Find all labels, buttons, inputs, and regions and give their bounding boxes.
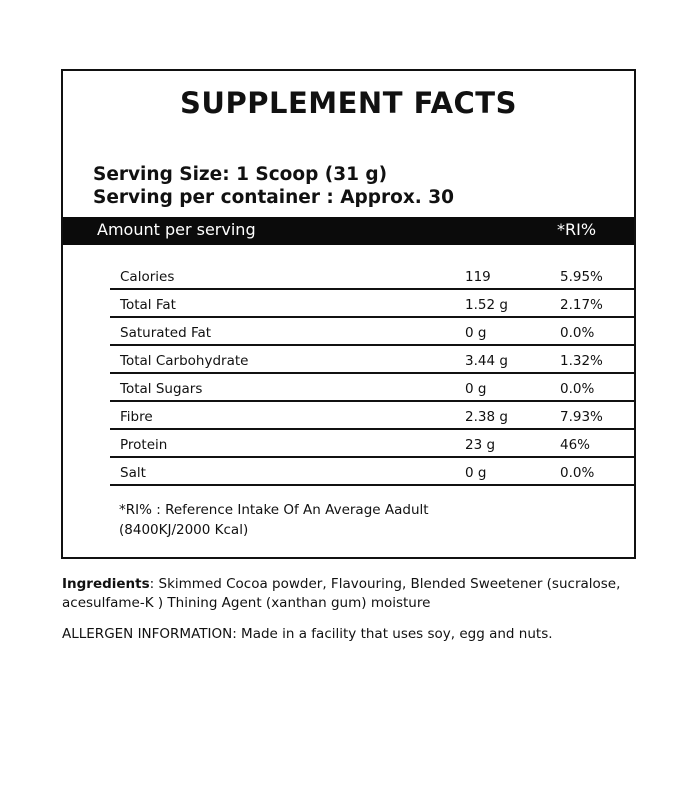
nutrient-row bbox=[110, 458, 636, 486]
serving-info bbox=[93, 163, 454, 209]
nutrient-name: Total Fat bbox=[120, 297, 176, 313]
nutrient-ri: 5.95% bbox=[560, 269, 603, 285]
nutrient-name: Total Carbohydrate bbox=[120, 353, 249, 369]
nutrient-row bbox=[110, 402, 636, 430]
nutrient-row bbox=[110, 290, 636, 318]
nutrient-ri: 7.93% bbox=[560, 409, 603, 425]
nutrient-name: Salt bbox=[120, 465, 146, 481]
panel-title: SUPPLEMENT FACTS bbox=[180, 86, 517, 120]
nutrient-name: Saturated Fat bbox=[120, 325, 212, 341]
nutrient-name: Protein bbox=[120, 437, 168, 453]
ri-footnote-line2: (8400KJ/2000 Kcal) bbox=[119, 522, 249, 538]
allergen-information: ALLERGEN INFORMATION: Made in a facility that uses soy, egg and nuts. bbox=[62, 626, 553, 642]
nutrient-row bbox=[110, 430, 636, 458]
nutrient-amount: 1.52 g bbox=[465, 297, 508, 313]
nutrient-ri: 1.32% bbox=[560, 353, 603, 369]
nutrient-ri: 0.0% bbox=[560, 381, 595, 397]
nutrient-amount: 23 g bbox=[465, 437, 496, 453]
nutrient-ri: 0.0% bbox=[560, 465, 595, 481]
nutrient-amount: 0 g bbox=[465, 465, 487, 481]
row-divider bbox=[110, 484, 636, 486]
nutrient-table bbox=[110, 262, 636, 486]
serving-size: Serving Size: 1 Scoop (31 g) bbox=[93, 164, 388, 185]
nutrient-amount: 119 bbox=[465, 269, 491, 285]
nutrient-ri: 0.0% bbox=[560, 325, 595, 341]
nutrient-name: Total Sugars bbox=[120, 381, 203, 397]
supplement-facts-panel bbox=[61, 69, 636, 559]
ingredients-label: Ingredients bbox=[62, 576, 150, 592]
ingredients-list: : Skimmed Cocoa powder, Flavouring, Blended Sweetener (sucralose, acesulfame-K ) Thining Agent (xanthan gum) moisture bbox=[62, 576, 621, 611]
ingredients-text bbox=[62, 575, 642, 613]
nutrient-row bbox=[110, 318, 636, 346]
nutrient-ri: 46% bbox=[560, 437, 591, 453]
ri-footnote-line1: *RI% : Reference Intake Of An Average Aadult bbox=[119, 502, 429, 518]
nutrient-amount: 3.44 g bbox=[465, 353, 508, 369]
amount-header-bar bbox=[63, 217, 634, 245]
nutrient-row bbox=[110, 374, 636, 402]
ri-header-label: *RI% bbox=[557, 220, 597, 239]
nutrient-name: Calories bbox=[120, 269, 175, 285]
servings-per-container: Serving per container : Approx. 30 bbox=[93, 187, 455, 208]
nutrient-name: Fibre bbox=[120, 409, 153, 425]
nutrient-amount: 0 g bbox=[465, 325, 487, 341]
nutrient-row bbox=[110, 346, 636, 374]
amount-per-serving-label: Amount per serving bbox=[97, 220, 256, 239]
nutrient-amount: 2.38 g bbox=[465, 409, 508, 425]
nutrient-ri: 2.17% bbox=[560, 297, 603, 313]
nutrient-amount: 0 g bbox=[465, 381, 487, 397]
ri-footnote bbox=[119, 500, 429, 540]
nutrient-row bbox=[110, 262, 636, 290]
